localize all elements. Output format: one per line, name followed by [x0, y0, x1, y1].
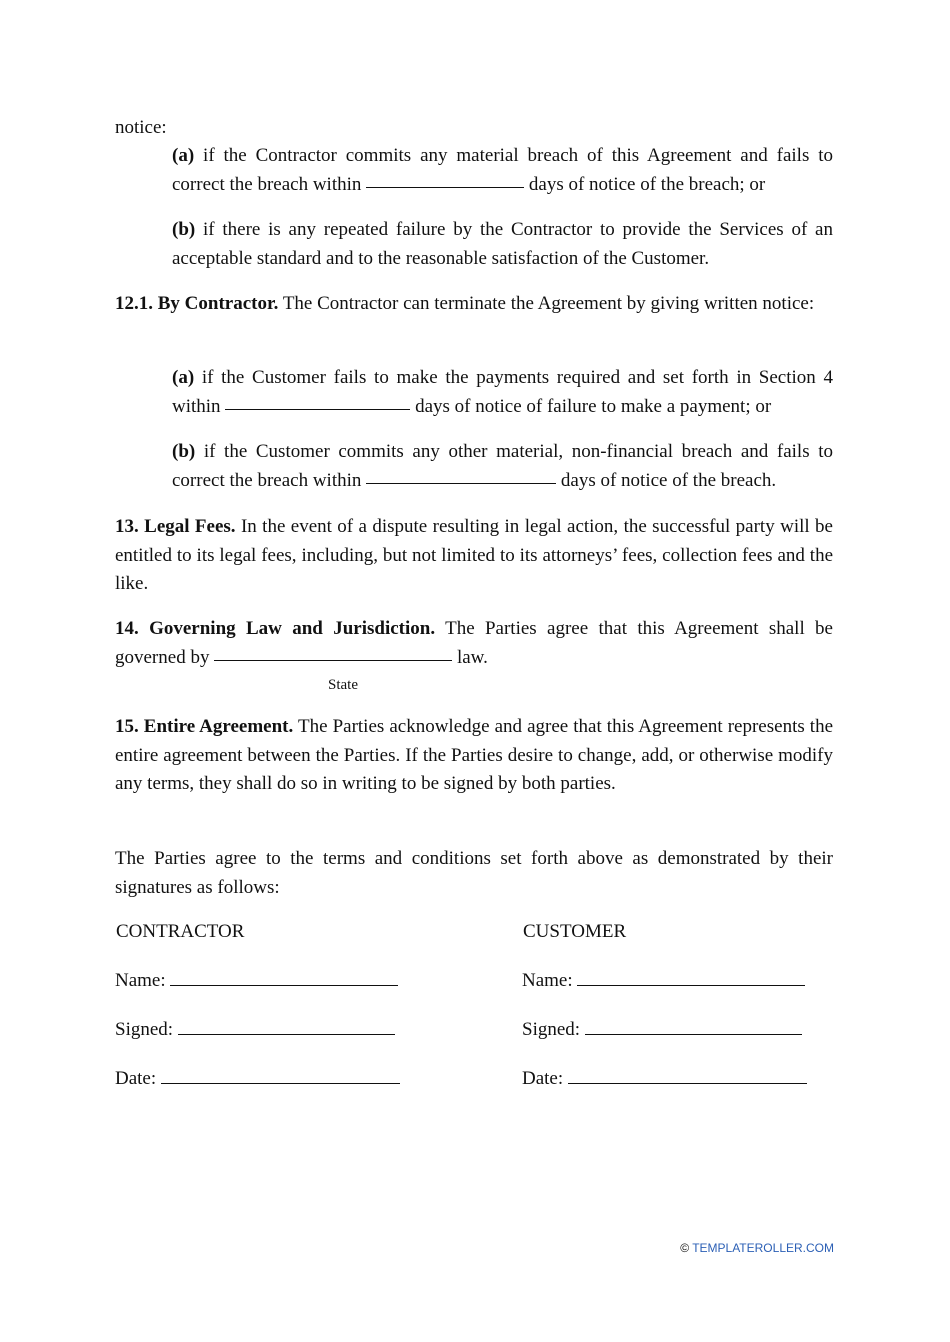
footer-credit	[680, 1241, 834, 1255]
clause-label: (a)	[172, 145, 195, 166]
clause-label: (b)	[172, 219, 196, 240]
signed-blank-line	[178, 1033, 395, 1035]
section-12-1: 12.1. By Contractor. The Contractor can terminate the Agreement by giving written notice:	[115, 293, 815, 314]
contractor-title: CONTRACTOR	[116, 921, 245, 942]
name-blank-line	[170, 984, 398, 986]
days-blank-line	[225, 408, 410, 410]
days-blank-line	[366, 482, 556, 484]
section-heading: 15. Entire Agreement.	[115, 716, 294, 737]
date-blank-line	[161, 1082, 400, 1084]
section-13: 13. Legal Fees. In the event of a dispute resulting in legal action, the successful party will be entitled to its legal fees, including, but not limited to its attorneys’ fees, collection fees and the like.	[115, 516, 833, 594]
section-15: 15. Entire Agreement. The Parties acknowledge and agree that this Agreement represents the entire agreement between the Parties. If the Parties desire to change, add, or otherwise modify any terms, they shall do so in writing to be signed by both parties.	[115, 716, 834, 794]
copyright-symbol: ©	[680, 1241, 690, 1255]
days-blank-line	[366, 186, 524, 188]
section-14: 14. Governing Law and Jurisdiction. The Parties agree that this Agreement shall be governed by law.	[115, 618, 833, 668]
name-blank-line	[577, 984, 805, 986]
signed-blank-line	[585, 1033, 802, 1035]
customer-name-field: Name:	[522, 969, 805, 993]
notice-lead-in: notice:	[115, 117, 167, 138]
contractor-termination-clause-b: (b) if the Customer commits any other material, non-financial breach and fails to correct the breach within days of notice of the breach.	[172, 441, 833, 491]
customer-date-field: Date:	[522, 1067, 807, 1091]
customer-signed-field: Signed:	[522, 1018, 802, 1042]
clause-label: (a)	[172, 367, 195, 388]
state-blank-line	[214, 659, 452, 661]
customer-title: CUSTOMER	[523, 921, 627, 942]
section-heading: 13. Legal Fees.	[115, 516, 236, 537]
templateroller-link[interactable]: TEMPLATEROLLER.COM	[692, 1241, 834, 1255]
section-heading: 14. Governing Law and Jurisdiction.	[115, 618, 436, 639]
state-caption: State	[328, 677, 358, 693]
contractor-name-field: Name:	[115, 969, 398, 993]
customer-termination-clause-a: (a) if the Contractor commits any material breach of this Agreement and fails to correct the breach within days of notice of the breach; or	[172, 145, 833, 195]
contractor-signed-field: Signed:	[115, 1018, 395, 1042]
contractor-termination-clause-a: (a) if the Customer fails to make the payments required and set forth in Section 4 within days of notice of failure to make a payment; or	[172, 367, 833, 417]
date-blank-line	[568, 1082, 807, 1084]
closing-statement: The Parties agree to the terms and conditions set forth above as demonstrated by their signatures as follows:	[115, 848, 833, 898]
customer-termination-clause-b: (b) if there is any repeated failure by the Contractor to provide the Services of an acceptable standard and to the reasonable satisfaction of the Customer.	[172, 219, 833, 269]
contractor-date-field: Date:	[115, 1067, 400, 1091]
section-heading: 12.1. By Contractor.	[115, 293, 279, 314]
clause-label: (b)	[172, 441, 196, 462]
